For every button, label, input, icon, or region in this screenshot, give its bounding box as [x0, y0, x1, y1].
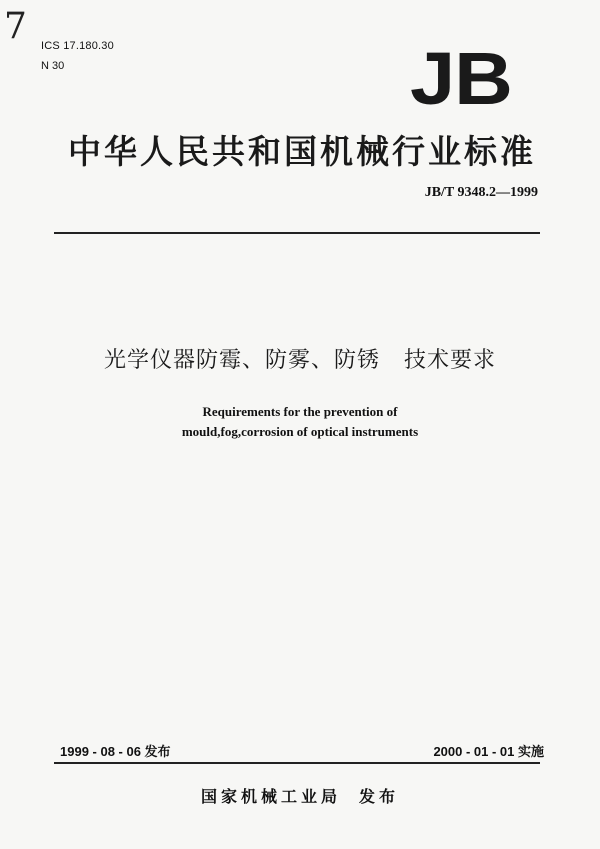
footer-divider: [54, 762, 540, 764]
ccs-code: N 30: [41, 60, 65, 72]
document-title-en-line2: mould,fog,corrosion of optical instruments: [181, 424, 419, 439]
publisher-action: 发布: [359, 787, 400, 806]
standard-category-title: 中华人民共和国机械行业标准: [68, 132, 536, 171]
jb-logo: JB: [410, 37, 512, 120]
document-title-en-line1: Requirements for the prevention of: [202, 404, 398, 419]
header-divider: [54, 232, 540, 234]
document-title-cn-part2: 技术要求: [404, 348, 497, 373]
document-title-cn-part1: 光学仪器防霉、防雾、防锈: [103, 348, 380, 373]
standard-number: JB/T 9348.2—1999: [424, 185, 538, 200]
issue-date: 1999 - 08 - 06 发布: [60, 744, 171, 759]
publisher: [0, 784, 600, 807]
document-title-cn: [0, 343, 600, 374]
document-title-en: [0, 402, 600, 442]
implementation-date: 2000 - 01 - 01 实施: [433, 744, 544, 759]
handwritten-page-mark: 7: [4, 6, 27, 47]
ics-code: ICS 17.180.30: [41, 40, 114, 52]
publisher-name: 国家机械工业局: [200, 787, 341, 806]
